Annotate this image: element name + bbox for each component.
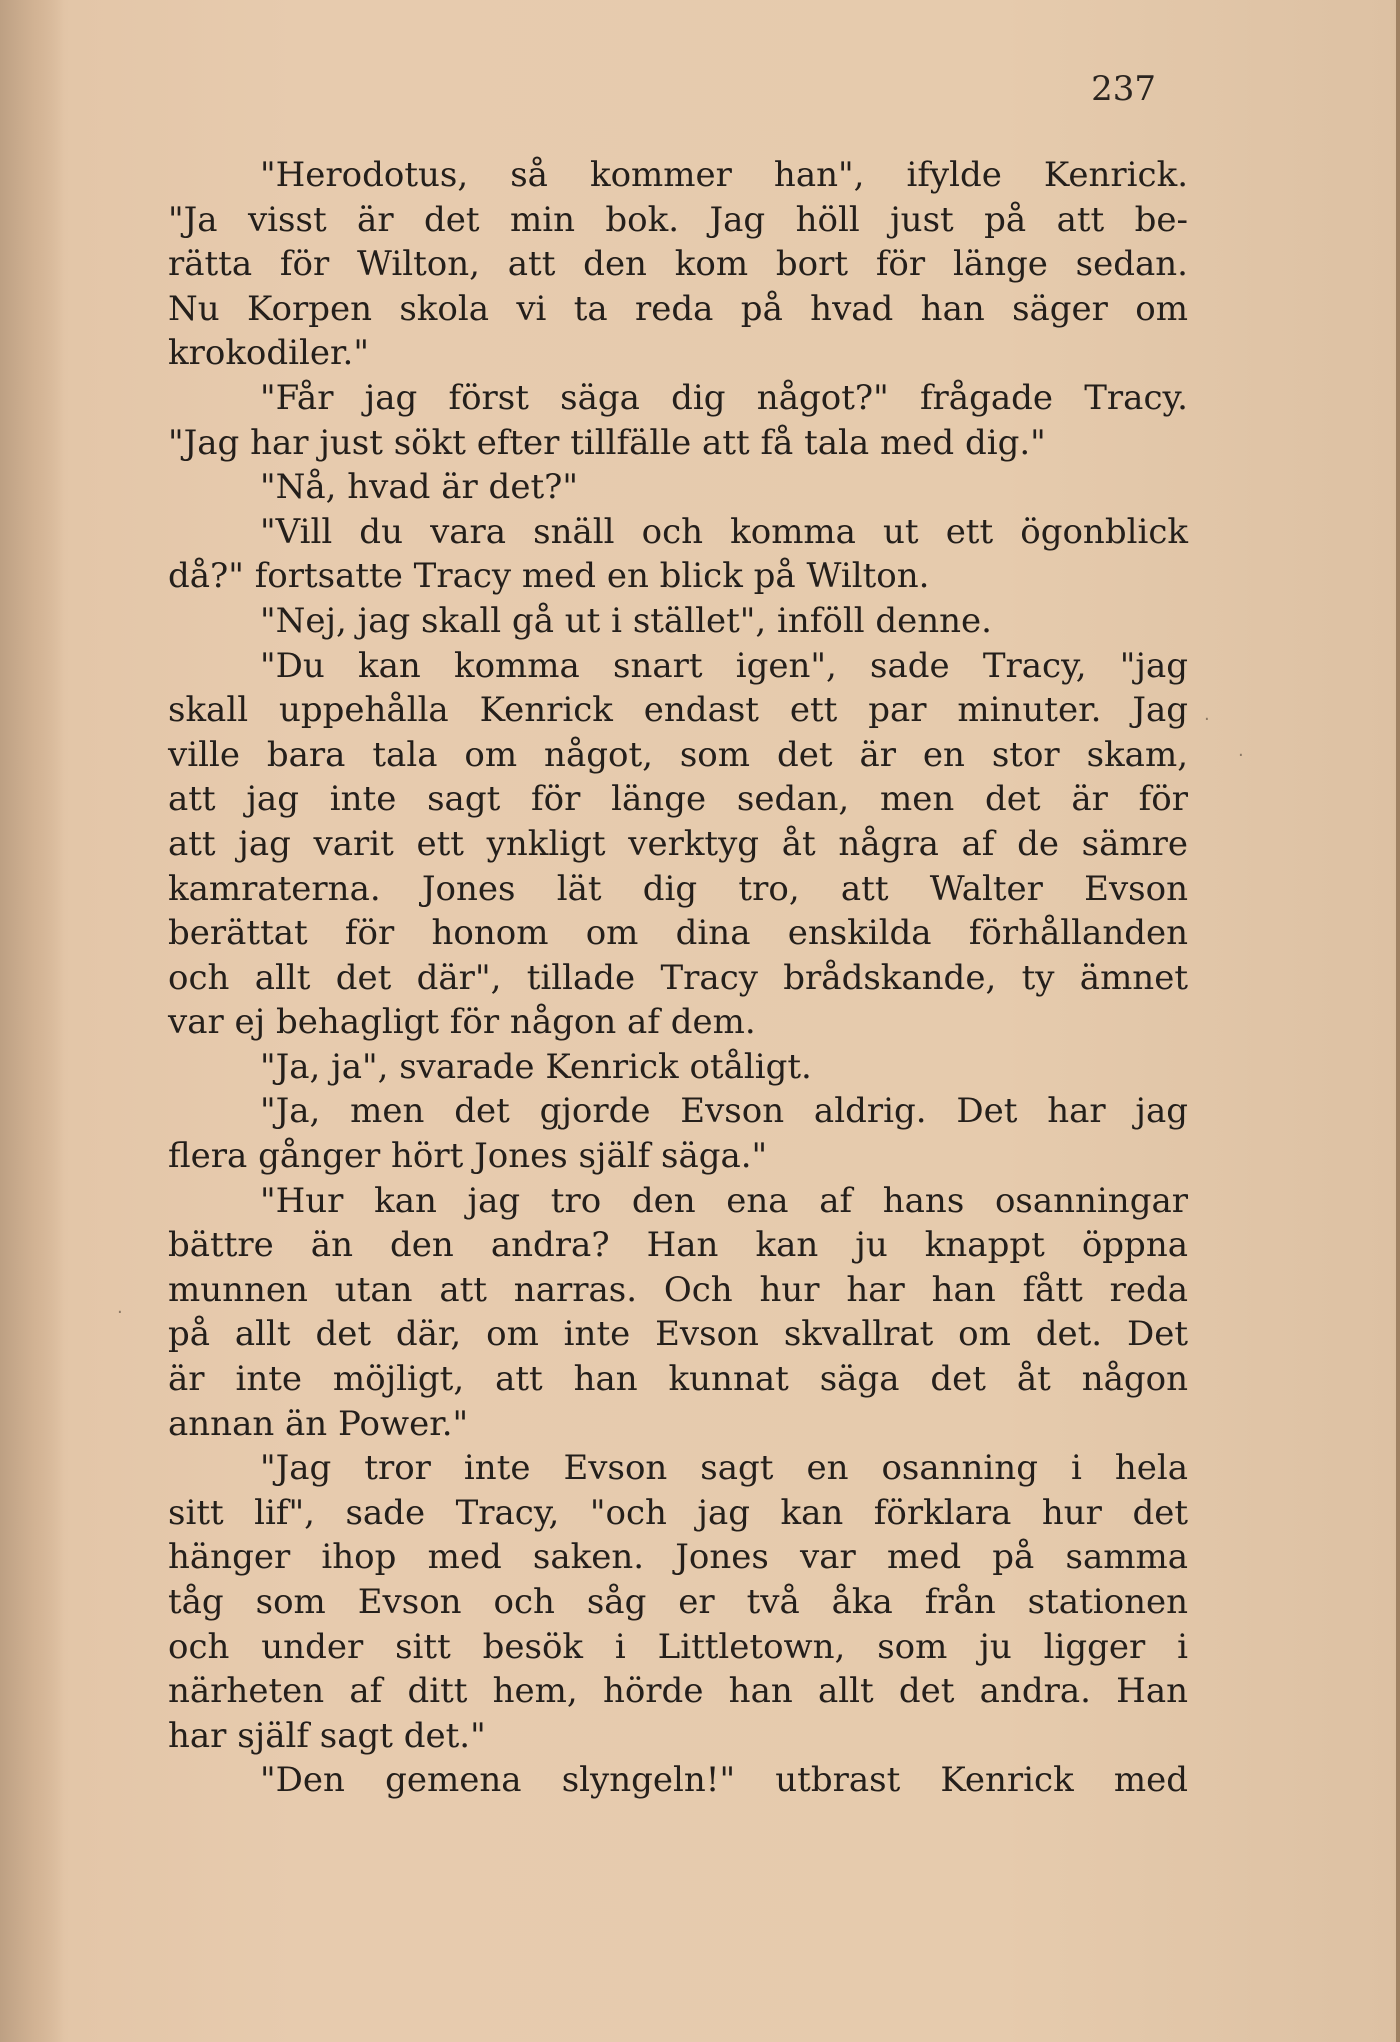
text-line: annan än Power." <box>168 1403 469 1444</box>
text-line: "Du kan komma snart igen", sade Tracy, "jag <box>260 645 1188 686</box>
text-line: sitt lif", sade Tracy, "och jag kan förklara hur det <box>168 1492 1188 1533</box>
text-line: "Nå, hvad är det?" <box>260 467 578 508</box>
text-line: munnen utan att narras. Och hur har han fått reda <box>168 1269 1188 1310</box>
margin-mark: · <box>117 1302 123 1323</box>
body-text <box>168 153 1188 1803</box>
text-line: "Ja, ja", svarade Kenrick otåligt. <box>260 1046 812 1087</box>
text-line: bättre än den andra? Han kan ju knappt öppna <box>168 1225 1188 1266</box>
text-line: har själf sagt det." <box>168 1715 486 1756</box>
left-page-shadow <box>0 0 64 2042</box>
right-scan-edge <box>1396 0 1400 2042</box>
text-line: och allt det där", tillade Tracy brådskande, ty ämnet <box>168 957 1188 998</box>
text-line: kamraterna. Jones lät dig tro, att Walter Evson <box>168 868 1188 909</box>
text-line: "Den gemena slyngeln!" utbrast Kenrick med <box>260 1760 1188 1801</box>
text-line: "Herodotus, så kommer han", ifylde Kenrick. <box>260 155 1188 195</box>
text-line: "Ja, men det gjorde Evson aldrig. Det har jag <box>260 1091 1188 1132</box>
margin-mark: · <box>1204 709 1210 730</box>
text-line: ville bara tala om något, som det är en stor skam, <box>168 734 1188 775</box>
text-line: skall uppehålla Kenrick endast ett par minuter. Jag <box>168 690 1188 731</box>
text-line: närheten af ditt hem, hörde han allt det andra. Han <box>168 1671 1188 1712</box>
text-line: "Jag tror inte Evson sagt en osanning i hela <box>260 1448 1188 1489</box>
text-line: "Får jag först säga dig något?" frågade Tracy. <box>260 377 1188 418</box>
text-line: och under sitt besök i Littletown, som ju ligger i <box>168 1626 1188 1667</box>
text-line: krokodiler." <box>168 333 369 374</box>
text-line: "Vill du vara snäll och komma ut ett ögonblick <box>260 511 1188 552</box>
text-line: Nu Korpen skola vi ta reda på hvad han säger om <box>168 288 1188 329</box>
text-line: "Nej, jag skall gå ut i stället", inföll denne. <box>260 600 992 641</box>
text-line: att jag varit ett ynkligt verktyg åt några af de sämre <box>168 823 1188 864</box>
text-line: "Jag har just sökt efter tillfälle att få tala med dig." <box>168 422 1046 463</box>
text-line: flera gånger hört Jones själf säga." <box>168 1136 768 1177</box>
text-line: hänger ihop med saken. Jones var med på samma <box>168 1537 1188 1578</box>
text-line: "Hur kan jag tro den ena af hans osanningar <box>260 1180 1188 1221</box>
text-line: rätta för Wilton, att den kom bort för länge sedan. <box>168 244 1188 285</box>
text-line: att jag inte sagt för länge sedan, men det är för <box>168 779 1188 820</box>
text-line: då?" fortsatte Tracy med en blick på Wilton. <box>168 556 930 597</box>
text-line: på allt det där, om inte Evson skvallrat om det. Det <box>168 1314 1188 1355</box>
text-line: "Ja visst är det min bok. Jag höll just på att be- <box>168 199 1188 240</box>
text-line: var ej behagligt för någon af dem. <box>168 1002 756 1043</box>
text-line: berättat för honom om dina enskilda förhållanden <box>168 913 1188 954</box>
text-line: tåg som Evson och såg er två åka från stationen <box>168 1582 1188 1622</box>
text-line: är inte möjligt, att han kunnat säga det åt någon <box>168 1359 1188 1400</box>
margin-mark: · <box>1238 745 1244 766</box>
page-number: 237 <box>1091 69 1156 109</box>
